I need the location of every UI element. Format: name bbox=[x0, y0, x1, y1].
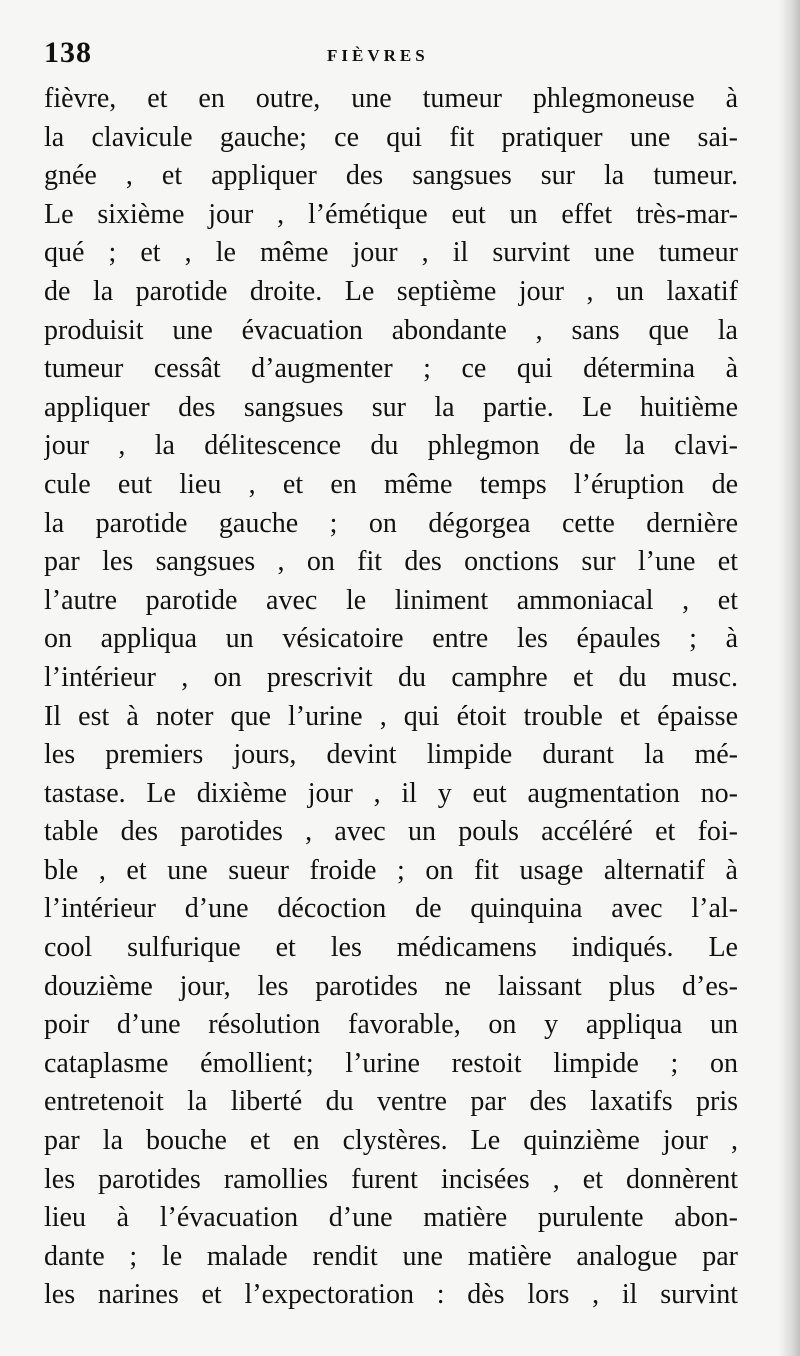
text-line: Il est à noter que l’urine , qui étoit trouble et épaisse bbox=[44, 700, 738, 732]
text-line: qué ; et , le même jour , il survint une tumeur bbox=[44, 237, 738, 269]
page-number: 138 bbox=[44, 36, 92, 69]
text-line: par la bouche et en clystères. Le quinzième jour , bbox=[44, 1125, 738, 1157]
text-line: table des parotides , avec un pouls accéléré et foi- bbox=[44, 816, 738, 848]
text-line: les parotides ramollies furent incisées , et donnèrent bbox=[44, 1163, 738, 1195]
text-line: les premiers jours, devint limpide durant la mé- bbox=[44, 739, 738, 771]
text-line: poir d’une résolution favorable, on y appliqua un bbox=[44, 1009, 738, 1041]
text-line: les narines et l’expectoration : dès lors , il survint bbox=[44, 1279, 738, 1311]
text-line: gnée , et appliquer des sangsues sur la tumeur. bbox=[44, 160, 738, 192]
text-line: produisit une évacuation abondante , sans que la bbox=[44, 314, 738, 346]
text-line: appliquer des sangsues sur la partie. Le huitième bbox=[44, 391, 738, 423]
body-text bbox=[44, 80, 738, 1315]
text-line: cataplasme émollient; l’urine restoit limpide ; on bbox=[44, 1047, 738, 1079]
text-line: la clavicule gauche; ce qui fit pratiquer une sai- bbox=[44, 121, 738, 153]
text-line: tumeur cessât d’augmenter ; ce qui détermina à bbox=[44, 353, 738, 385]
text-line: l’intérieur d’une décoction de quinquina avec l’al- bbox=[44, 893, 738, 925]
text-line: tastase. Le dixième jour , il y eut augmentation no- bbox=[44, 777, 738, 809]
text-line: l’autre parotide avec le liniment ammoniacal , et bbox=[44, 584, 738, 616]
text-line: Le sixième jour , l’émétique eut un effet très-mar- bbox=[44, 198, 738, 230]
text-line: cule eut lieu , et en même temps l’éruption de bbox=[44, 468, 738, 500]
page-edge-shadow bbox=[778, 0, 800, 1356]
text-line: dante ; le malade rendit une matière analogue par bbox=[44, 1240, 738, 1272]
text-line: douzième jour, les parotides ne laissant plus d’es- bbox=[44, 970, 738, 1002]
text-line: fièvre, et en outre, une tumeur phlegmoneuse à bbox=[44, 83, 738, 114]
text-line: entretenoit la liberté du ventre par des laxatifs pris bbox=[44, 1086, 738, 1118]
running-title: FIÈVRES bbox=[327, 46, 429, 65]
text-line: cool sulfurique et les médicamens indiqués. Le bbox=[44, 932, 738, 964]
text-line: de la parotide droite. Le septième jour , un laxatif bbox=[44, 275, 738, 307]
text-line: l’intérieur , on prescrivit du camphre et du musc. bbox=[44, 661, 738, 693]
text-line: on appliqua un vésicatoire entre les épaules ; à bbox=[44, 623, 738, 655]
text-line: par les sangsues , on fit des onctions sur l’une et bbox=[44, 546, 738, 578]
text-line: ble , et une sueur froide ; on fit usage alternatif à bbox=[44, 854, 738, 886]
text-line: la parotide gauche ; on dégorgea cette dernière bbox=[44, 507, 738, 539]
page-header bbox=[44, 36, 734, 76]
text-line: lieu à l’évacuation d’une matière purulente abon- bbox=[44, 1202, 738, 1234]
text-line: jour , la délitescence du phlegmon de la clavi- bbox=[44, 430, 738, 462]
